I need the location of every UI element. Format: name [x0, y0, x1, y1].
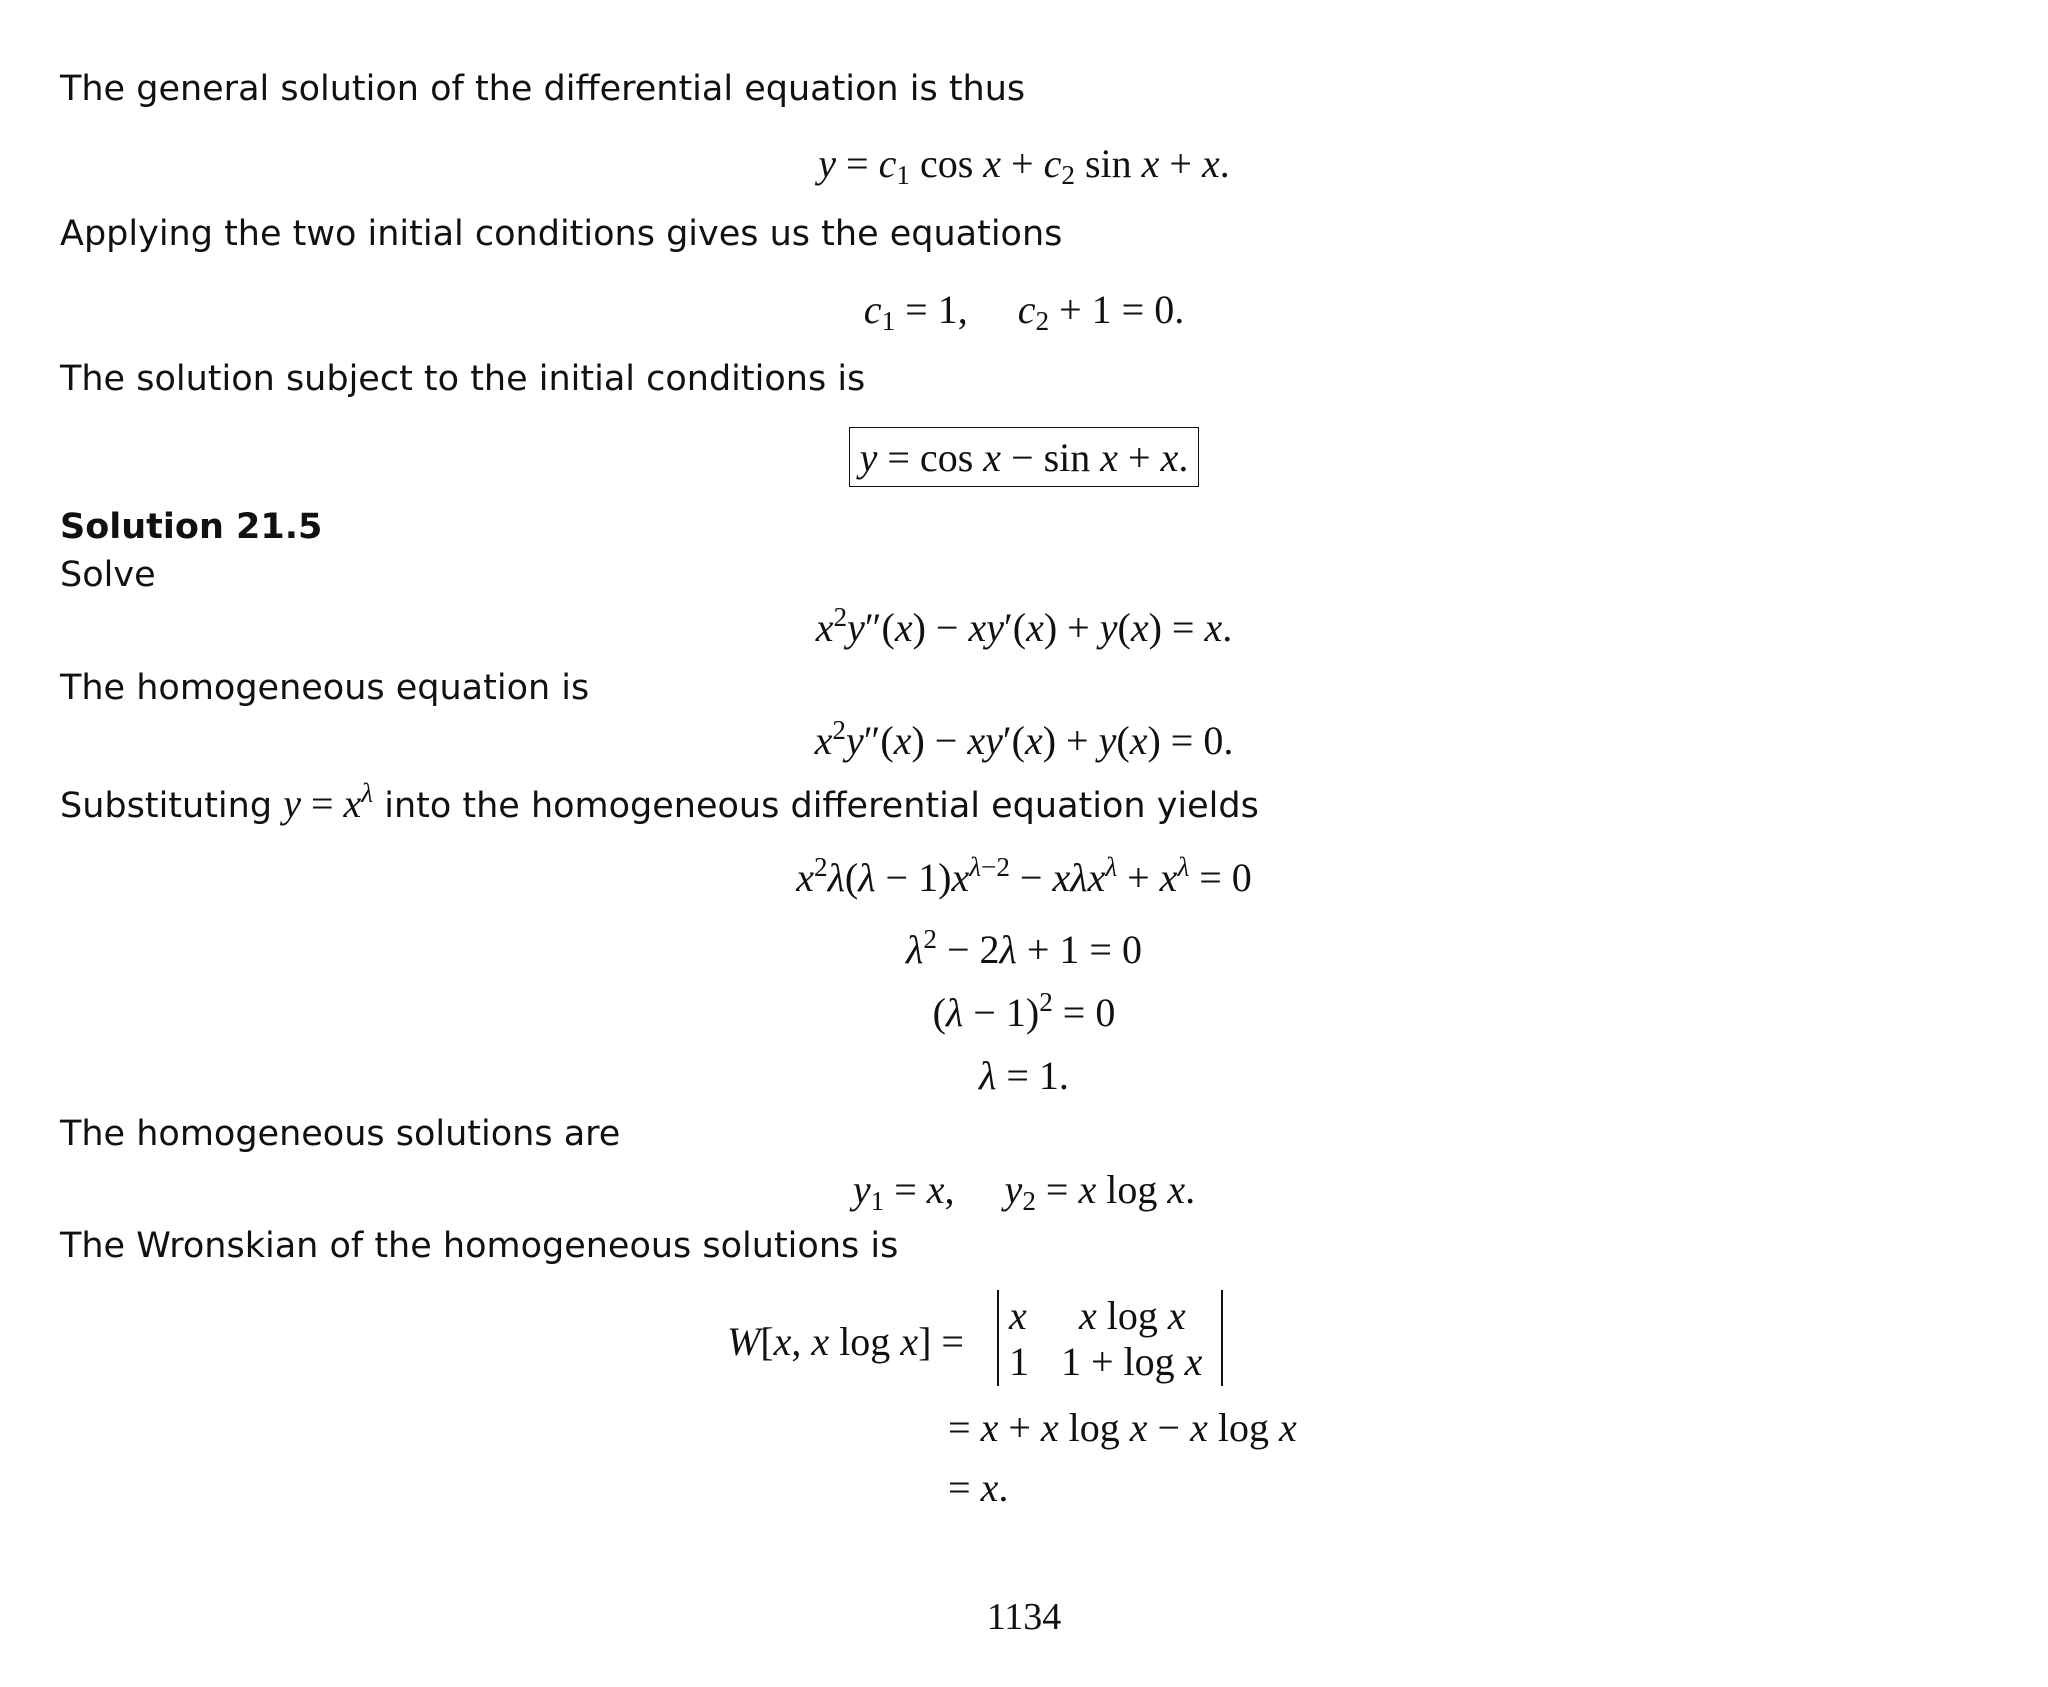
equation-initial-conditions: $c_1 = 1$, $c_2 + 1 = 0$.	[863, 287, 1185, 336]
text-substituting	[60, 778, 1259, 826]
section-heading: Solution 21.5	[60, 507, 323, 547]
equation-characteristic-line-2: $\lambda^2 - 2\lambda + 1 = 0$	[906, 924, 1142, 972]
text-wronskian-intro: The Wronskian of the homogeneous solutions is	[60, 1226, 899, 1266]
equation-homogeneous: $x^2y''(x) - xy'(x) + y(x) = 0$.	[814, 715, 1234, 763]
text-solution-subject-intro: The solution subject to the initial conditions is	[60, 359, 866, 399]
det-cell-2-2: 1 + log x	[1061, 1339, 1203, 1384]
text-initial-conditions-intro: Applying the two initial conditions gives us the equations	[60, 214, 1063, 254]
wronskian-step-2: = x.	[948, 1465, 1009, 1510]
equation-characteristic-line-3: $(\lambda - 1)^2 = 0$	[932, 987, 1116, 1035]
text-homogeneous-intro: The homogeneous equation is	[60, 668, 590, 708]
equation-characteristic-line-4: λ = 1.	[979, 1053, 1069, 1098]
det-cell-1-1: x	[1009, 1293, 1027, 1338]
wronskian-determinant	[997, 1290, 1223, 1386]
equation-homogeneous-solutions: $y_1 = x$, $y_2 = x$ log x.	[852, 1167, 1196, 1216]
solution-box: y = cos x − sin x + x.	[849, 427, 1200, 487]
text-homogeneous-solutions-intro: The homogeneous solutions are	[60, 1114, 621, 1154]
wronskian-step-1: = x + x log x − x log x	[948, 1405, 1297, 1450]
equation-general-solution: $y = c_1$ $\cos x + c_2$ sin x + x.	[818, 141, 1230, 190]
text-substituting-after: into the homogeneous differential equation yields	[384, 786, 1259, 826]
equation-characteristic-line-1: $x^2\lambda(\lambda - 1)x^{\lambda-2} - x\lambda x^\lambda + x^\lambda = 0$	[796, 852, 1252, 900]
inline-substitution: $y = x^\lambda$	[283, 778, 374, 826]
page-number: 1134	[986, 1596, 1062, 1638]
equation-ode: $x^2y''(x) - xy'(x) + y(x) = x$.	[815, 602, 1233, 650]
equation-boxed-solution	[0, 427, 2048, 487]
text-solve: Solve	[60, 555, 156, 595]
text-general-solution-intro: The general solution of the differential equation is thus	[60, 69, 1026, 109]
det-cell-2-1: 1	[1009, 1339, 1029, 1384]
det-cell-1-2: x log x	[1079, 1293, 1186, 1338]
text-substituting-before: Substituting	[60, 786, 273, 826]
wronskian-lhs: W[x, x log x] =	[727, 1319, 964, 1364]
